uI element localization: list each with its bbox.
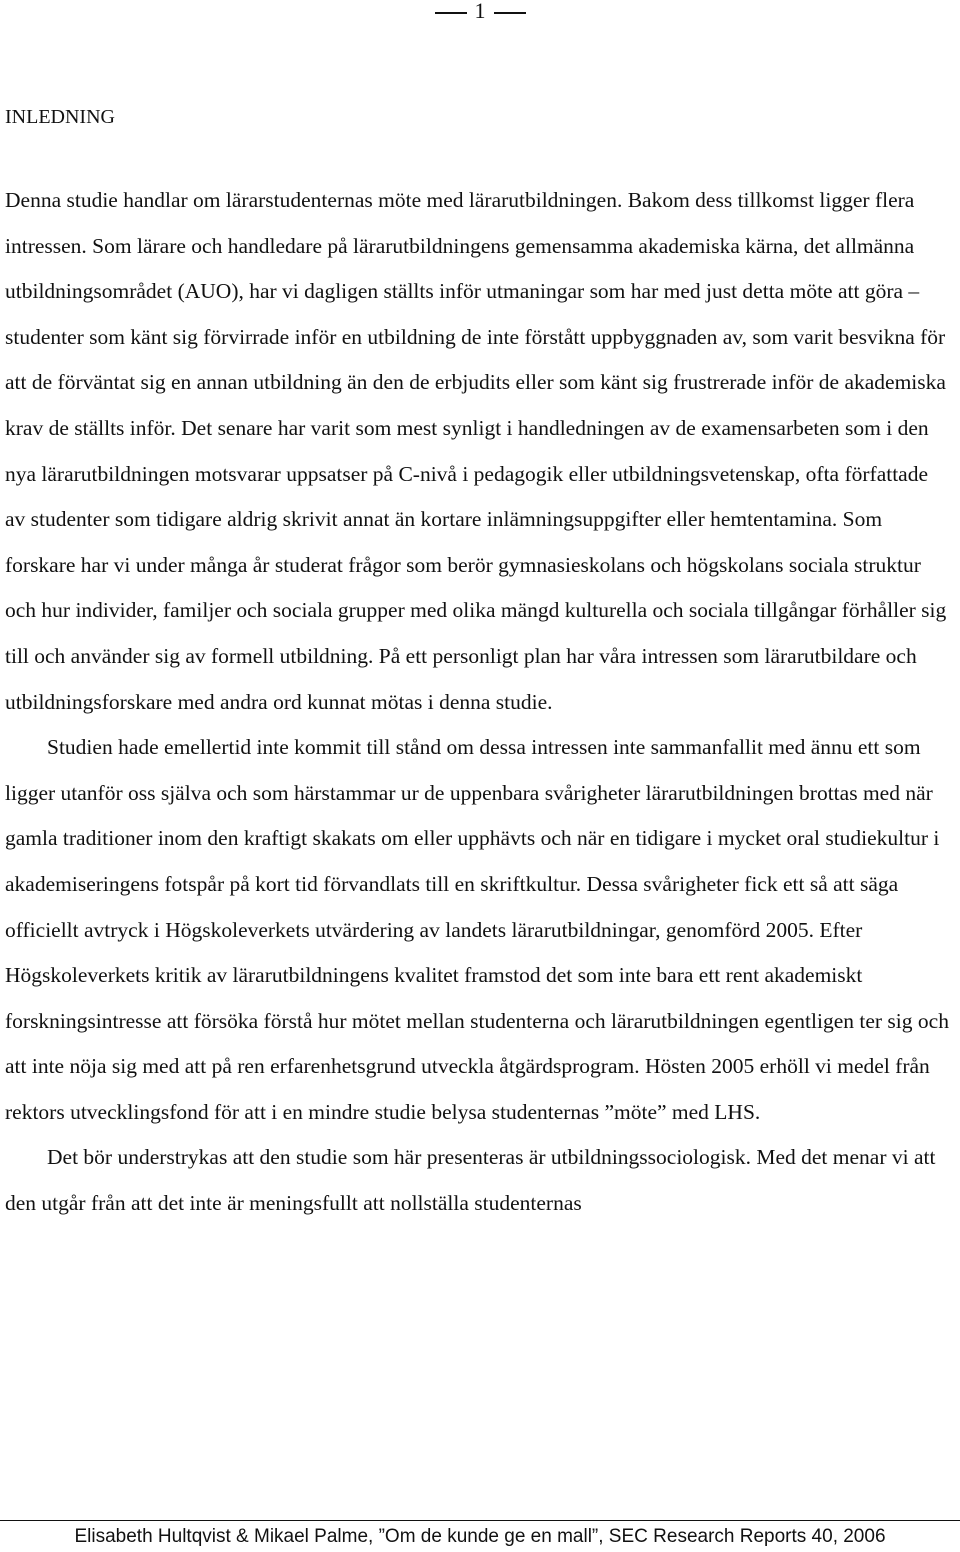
section-heading: INLEDNING xyxy=(5,106,115,128)
right-dash-rule xyxy=(494,12,526,14)
body-text xyxy=(5,178,950,1227)
page-number-header xyxy=(0,0,960,22)
paragraph-1: Denna studie handlar om lärarstudenternas möte med lärarutbildningen. Bakom dess tillkomst ligger flera intressen. Som lärare och handledare på lärarutbildningens gemensamma akademiska kärna, det allmänna utbildningsområdet (AUO), har vi dagligen ställts inför utmaningar som har med just detta möte att göra – studenter som känt sig förvirrade inför en utbildning de inte förstått uppbyggnaden av, som varit besvikna för att de förväntat sig en annan utbildning än den de erbjudits eller som känt sig frustrerade inför de akademiska krav de ställts inför. Det senare har varit som mest synligt i handledningen av de examensarbeten som i den nya lärarutbildningen motsvarar uppsatser på C-nivå i pedagogik eller utbildningsvetenskap, ofta författade av studenter som tidigare aldrig skrivit annat än kortare inlämningsuppgifter eller hemtentamina. Som forskare har vi under många år studerat frågor som berör gymnasieskolans och högskolans sociala struktur och hur individer, familjer och sociala grupper med olika mängd kulturella och sociala tillgångar förhåller sig till och använder sig av formell utbildning. På ett personligt plan har våra intressen som lärarutbildare och utbildningsforskare med andra ord kunnat mötas i denna studie. xyxy=(5,188,947,714)
footer-rule xyxy=(0,1520,960,1521)
page-number: 1 xyxy=(474,0,486,23)
paragraph-2: Studien hade emellertid inte kommit till stånd om dessa intressen inte sammanfallit med ännu ett som ligger utanför oss själva och som härstammar ur de uppenbara svårigheter lärarutbildningen brottas med när gamla traditioner inom den kraftigt skakats om eller upphävts och när en tidigare i mycket oral studiekultur i akademiseringens fotspår på kort tid förvandlats till en skriftkultur. Dessa svårigheter fick ett så att säga officiellt avtryck i Högskoleverkets utvärdering av landets lärarutbildningar, genomförd 2005. Efter Högskoleverkets kritik av lärarutbildningens kvalitet framstod det som inte bara ett rent akademiskt forskningsintresse att försöka förstå hur mötet mellan studenterna och lärarutbildningen egentligen ter sig och att inte nöja sig med att på ren erfarenhetsgrund utveckla åtgärdsprogram. Hösten 2005 erhöll vi medel från rektors utvecklingsfond för att i en mindre studie belysa studenternas ”möte” med LHS. xyxy=(5,735,949,1124)
left-dash-rule xyxy=(435,12,467,14)
paragraph-3: Det bör understrykas att den studie som här presenteras är utbildningssociologisk. Med det menar vi att den utgår från att det inte är meningsfullt att nollställa studenternas xyxy=(5,1145,936,1216)
page-footer: Elisabeth Hultqvist & Mikael Palme, ”Om de kunde ge en mall”, SEC Research Reports 40, 2006 xyxy=(74,1526,886,1547)
